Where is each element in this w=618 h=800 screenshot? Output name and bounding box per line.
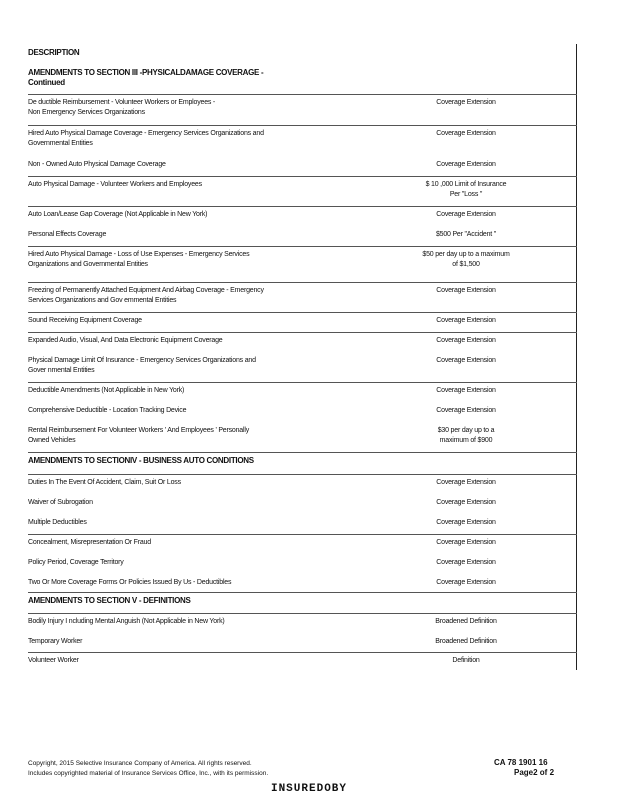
row-divider xyxy=(28,312,577,313)
section-iii-title: AMENDMENTS TO SECTION III -PHYSICALDAMAGE COVERAGE - xyxy=(28,68,264,77)
copyright-line-1: Copyright, 2015 Selective Insurance Company of America. All rights reserved. xyxy=(28,760,252,767)
row-description-line: Comprehensive Deductible - Location Tracking Device xyxy=(28,407,187,414)
row-divider xyxy=(28,652,577,653)
row-description-line: Waiver of Subrogation xyxy=(28,499,93,506)
row-coverage-type xyxy=(411,210,521,220)
row-coverage-type xyxy=(411,386,521,396)
row-divider xyxy=(28,613,577,614)
row-description xyxy=(28,518,428,528)
table-row xyxy=(28,656,577,676)
row-description xyxy=(28,336,428,346)
table-row xyxy=(28,160,577,180)
row-description-line: Sound Receiving Equipment Coverage xyxy=(28,317,142,324)
row-description xyxy=(28,160,428,170)
copyright-line-2: Includes copyrighted material of Insurance Services Office, Inc., with its permission. xyxy=(28,770,269,777)
row-coverage-line: Coverage Extension xyxy=(436,161,496,168)
row-coverage-type xyxy=(411,180,521,200)
row-description-line: Auto Loan/Lease Gap Coverage (Not Applicable in New York) xyxy=(28,211,208,218)
row-coverage-type xyxy=(411,250,521,270)
row-description xyxy=(28,656,428,666)
row-coverage-type xyxy=(411,316,521,326)
row-coverage-type xyxy=(411,538,521,548)
row-coverage-line: Coverage Extension xyxy=(436,479,496,486)
row-coverage-type xyxy=(411,336,521,346)
table-row xyxy=(28,356,577,376)
row-coverage-line-2: maximum of $900 xyxy=(439,437,493,444)
row-description xyxy=(28,230,428,240)
row-description xyxy=(28,558,428,568)
row-coverage-type xyxy=(411,637,521,647)
row-divider xyxy=(28,282,577,283)
row-description xyxy=(28,498,428,508)
row-description-line: Expanded Audio, Visual, And Data Electronic Equipment Coverage xyxy=(28,337,223,344)
row-description-line-2: Gover nmental Entities xyxy=(28,367,95,374)
table-row xyxy=(28,250,577,270)
form-number: CA 78 1901 16 xyxy=(494,758,548,767)
row-description-line: Physical Damage Limit Of Insurance - Emergency Services Organizations and xyxy=(28,357,256,364)
row-divider xyxy=(28,125,577,126)
row-coverage-line: Coverage Extension xyxy=(436,407,496,414)
row-description-line-2: Organizations and Governmental Entities xyxy=(28,261,148,268)
row-description xyxy=(28,286,428,306)
row-description xyxy=(28,538,428,548)
row-description-line: Hired Auto Physical Damage Coverage - Emergency Services Organizations and xyxy=(28,130,264,137)
row-coverage-line: Coverage Extension xyxy=(436,559,496,566)
row-coverage-line: Coverage Extension xyxy=(436,499,496,506)
row-coverage-type xyxy=(411,478,521,488)
table-row xyxy=(28,426,577,446)
row-coverage-type xyxy=(411,498,521,508)
row-coverage-type xyxy=(411,356,521,366)
row-divider xyxy=(28,246,577,247)
row-description xyxy=(28,180,428,190)
row-coverage-line: Coverage Extension xyxy=(436,357,496,364)
table-row xyxy=(28,386,577,406)
row-coverage-line: Coverage Extension xyxy=(436,130,496,137)
row-coverage-line-2: of $1,500 xyxy=(452,261,480,268)
row-coverage-line: $50 per day up to a maximum xyxy=(422,251,510,258)
row-description-line: Personal Effects Coverage xyxy=(28,231,107,238)
row-description xyxy=(28,478,428,488)
row-coverage-line: Coverage Extension xyxy=(436,539,496,546)
row-coverage-line: Definition xyxy=(452,657,480,664)
row-coverage-line: $30 per day up to a xyxy=(437,427,495,434)
row-description xyxy=(28,617,428,627)
row-description xyxy=(28,637,428,647)
row-coverage-line: $500 Per "Accident " xyxy=(435,231,497,238)
row-coverage-line: Coverage Extension xyxy=(436,317,496,324)
row-description-line: Temporary Worker xyxy=(28,638,83,645)
row-description-line: Concealment, Misrepresentation Or Fraud xyxy=(28,539,151,546)
page-number: Page2 of 2 xyxy=(514,768,555,777)
row-coverage-type xyxy=(411,518,521,528)
row-coverage-line: Coverage Extension xyxy=(436,387,496,394)
row-description-line: Non - Owned Auto Physical Damage Coverage xyxy=(28,161,166,168)
table-row xyxy=(28,180,577,200)
row-coverage-type xyxy=(411,129,521,139)
row-coverage-line: Coverage Extension xyxy=(436,337,496,344)
row-divider xyxy=(28,206,577,207)
row-divider xyxy=(28,534,577,535)
row-description-line-2: Governmental Entities xyxy=(28,140,93,147)
row-coverage-line: Coverage Extension xyxy=(436,211,496,218)
row-description-line: Deductible Amendments (Not Applicable in New York) xyxy=(28,387,185,394)
table-row xyxy=(28,617,577,637)
row-coverage-type xyxy=(411,230,521,240)
section-heading: AMENDMENTS TO SECTIONIV - BUSINESS AUTO CONDITIONS xyxy=(28,456,254,465)
row-divider xyxy=(28,474,577,475)
row-coverage-type xyxy=(411,558,521,568)
row-description-line: Bodily Injury I ncluding Mental Anguish (Not Applicable in New York) xyxy=(28,618,225,625)
row-description xyxy=(28,210,428,220)
row-description-line: Rental Reimbursement For Volunteer Workers ' And Employees ' Personally xyxy=(28,427,250,434)
row-description-line: Multiple Deductibles xyxy=(28,519,87,526)
row-description xyxy=(28,129,428,149)
row-coverage-type xyxy=(411,160,521,170)
table-row xyxy=(28,210,577,230)
row-description xyxy=(28,426,428,446)
table-row xyxy=(28,538,577,558)
row-description-line: Auto Physical Damage - Volunteer Workers and Employees xyxy=(28,181,202,188)
row-description xyxy=(28,98,428,118)
row-description-line-2: Owned Vehicles xyxy=(28,437,76,444)
table-row xyxy=(28,230,577,250)
row-description-line: Policy Period, Coverage Territory xyxy=(28,559,124,566)
table-row xyxy=(28,558,577,578)
row-description-line: Two Or More Coverage Forms Or Policies Issued By Us - Deductibles xyxy=(28,579,232,586)
table-row xyxy=(28,129,577,149)
row-divider xyxy=(28,94,577,95)
table-row xyxy=(28,286,577,306)
row-coverage-type xyxy=(411,98,521,108)
row-description-line: Freezing of Permanently Attached Equipment And Airbag Coverage - Emergency xyxy=(28,287,264,294)
row-coverage-type xyxy=(411,286,521,296)
row-divider xyxy=(28,452,577,453)
row-description-line-2: Services Organizations and Gov emmental Entities xyxy=(28,297,177,304)
section-heading: AMENDMENTS TO SECTION V - DEFINITIONS xyxy=(28,596,191,605)
table-row xyxy=(28,478,577,498)
row-description xyxy=(28,250,428,270)
row-coverage-line: Coverage Extension xyxy=(436,519,496,526)
row-coverage-line: Broadened Definition xyxy=(435,618,497,625)
row-description-line: De ductible Reimbursement - Volunteer Workers or Employees - xyxy=(28,99,216,106)
row-coverage-type xyxy=(411,617,521,627)
row-coverage-type xyxy=(411,656,521,666)
row-divider xyxy=(28,382,577,383)
row-description-line-2: Non Emergency Services Organizations xyxy=(28,109,145,116)
row-divider xyxy=(28,176,577,177)
table-row xyxy=(28,637,577,657)
description-heading: DESCRIPTION xyxy=(28,48,80,57)
row-description-line: Hired Auto Physical Damage - Loss of Use Expenses - Emergency Services xyxy=(28,251,250,258)
row-coverage-line: $ 10 ,000 Limit of Insurance xyxy=(425,181,507,188)
table-row xyxy=(28,98,577,118)
row-coverage-type xyxy=(411,426,521,446)
table-row xyxy=(28,316,577,336)
table-row xyxy=(28,406,577,426)
row-divider xyxy=(28,592,577,593)
row-description xyxy=(28,386,428,396)
row-coverage-type xyxy=(411,406,521,416)
row-coverage-line: Coverage Extension xyxy=(436,287,496,294)
row-divider xyxy=(28,332,577,333)
table-row xyxy=(28,518,577,538)
row-description-line: Volunteer Worker xyxy=(28,657,79,664)
row-description-line: Duties In The Event Of Accident, Claim, Suit Or Loss xyxy=(28,479,181,486)
watermark-text: INSUREDOBY xyxy=(270,783,347,795)
row-coverage-line: Coverage Extension xyxy=(436,99,496,106)
row-coverage-type xyxy=(411,578,521,588)
table-row xyxy=(28,498,577,518)
table-row xyxy=(28,578,577,598)
section-iii-continued: Continued xyxy=(28,78,65,87)
row-description xyxy=(28,316,428,326)
row-coverage-line: Coverage Extension xyxy=(436,579,496,586)
table-row xyxy=(28,336,577,356)
row-description xyxy=(28,578,428,588)
row-coverage-line: Broadened Definition xyxy=(435,638,497,645)
row-description xyxy=(28,406,428,416)
row-coverage-line-2: Per "Loss " xyxy=(449,191,483,198)
row-description xyxy=(28,356,428,376)
